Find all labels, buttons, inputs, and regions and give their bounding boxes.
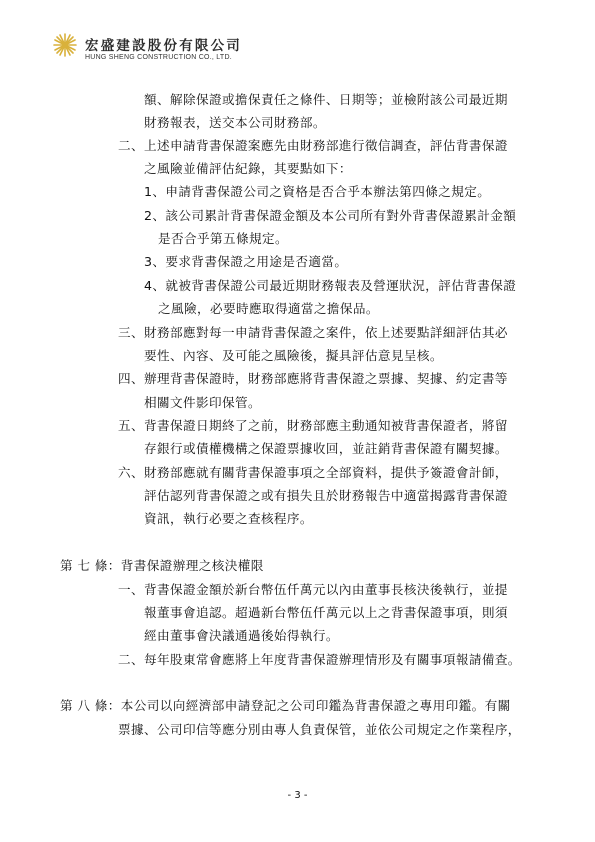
body-line: 二、上述申請背書保證案應先由財務部進行徵信調查，評估背書保證 [118,138,508,153]
body-line: 票據、公司印信等應分別由專人負責保管，並依公司規定之作業程序， [118,722,521,737]
body-line: 五、背書保證日期終了之前，財務部應主動通知被背書保證者，將留 [118,418,508,433]
article-7-heading: 第 七 條：背書保證辦理之核決權限 [60,558,264,573]
body-line: 存銀行或債權機構之保證票據收回，並註銷背書保證有關契據。 [144,441,508,456]
body-line: 3、要求背書保證之用途是否適當。 [144,254,348,269]
body-line: 報董事會追認。超過新台幣伍仟萬元以上之背書保證事項，則須 [144,605,508,620]
body-line: 財務報表，送交本公司財務部。 [144,115,326,130]
body-line: 三、財務部應對每一申請背書保證之案件，依上述要點詳細評估其必 [118,325,508,340]
body-line: 之風險，必要時應取得適當之擔保品。 [158,301,379,316]
sunburst-logo-icon [52,32,78,58]
body-line: 4、就被背書保證公司最近期財務報表及營運狀況，評估背書保證 [144,278,517,293]
body-line: 要性、內容、及可能之風險後，擬具評估意見呈核。 [144,348,443,363]
body-line: 額、解除保證或擔保責任之條件、日期等；並檢附該公司最近期 [144,92,508,107]
body-line: 六、財務部應就有關背書保證事項之全部資料，提供予簽證會計師， [118,465,508,480]
body-line: 是否合乎第五條規定。 [158,231,288,246]
body-line: 2、該公司累計背書保證金額及本公司所有對外背書保證累計金額 [144,208,517,223]
company-name-en: HUNG SHENG CONSTRUCTION CO., LTD. [85,54,232,61]
company-name-zh: 宏盛建設股份有限公司 [85,38,242,54]
body-line: 二、每年股東常會應將上年度背書保證辦理情形及有關事項報請備查。 [118,652,521,667]
body-line: 經由董事會決議通過後始得執行。 [144,628,339,643]
body-line: 1、申請背書保證公司之資格是否合乎本辦法第四條之規定。 [144,184,491,199]
article-8-heading: 第 八 條：本公司以向經濟部申請登記之公司印鑑為背書保證之專用印鑑。有關 [60,698,511,713]
body-line: 資訊，執行必要之查核程序。 [144,511,313,526]
body-line: 相關文件影印保管。 [144,395,261,410]
body-line: 評估認列背書保證之或有損失且於財務報告中適當揭露背書保證 [144,488,508,503]
body-line: 之風險並備評估紀錄，其要點如下： [144,161,352,176]
body-line: 四、辦理背書保證時，財務部應將背書保證之票據、契據、約定書等 [118,371,508,386]
company-header [52,30,352,70]
body-line: 一、背書保證金額於新台幣伍仟萬元以內由董事長核決後執行，並提 [118,582,508,597]
page-number: - 3 - [287,790,308,801]
